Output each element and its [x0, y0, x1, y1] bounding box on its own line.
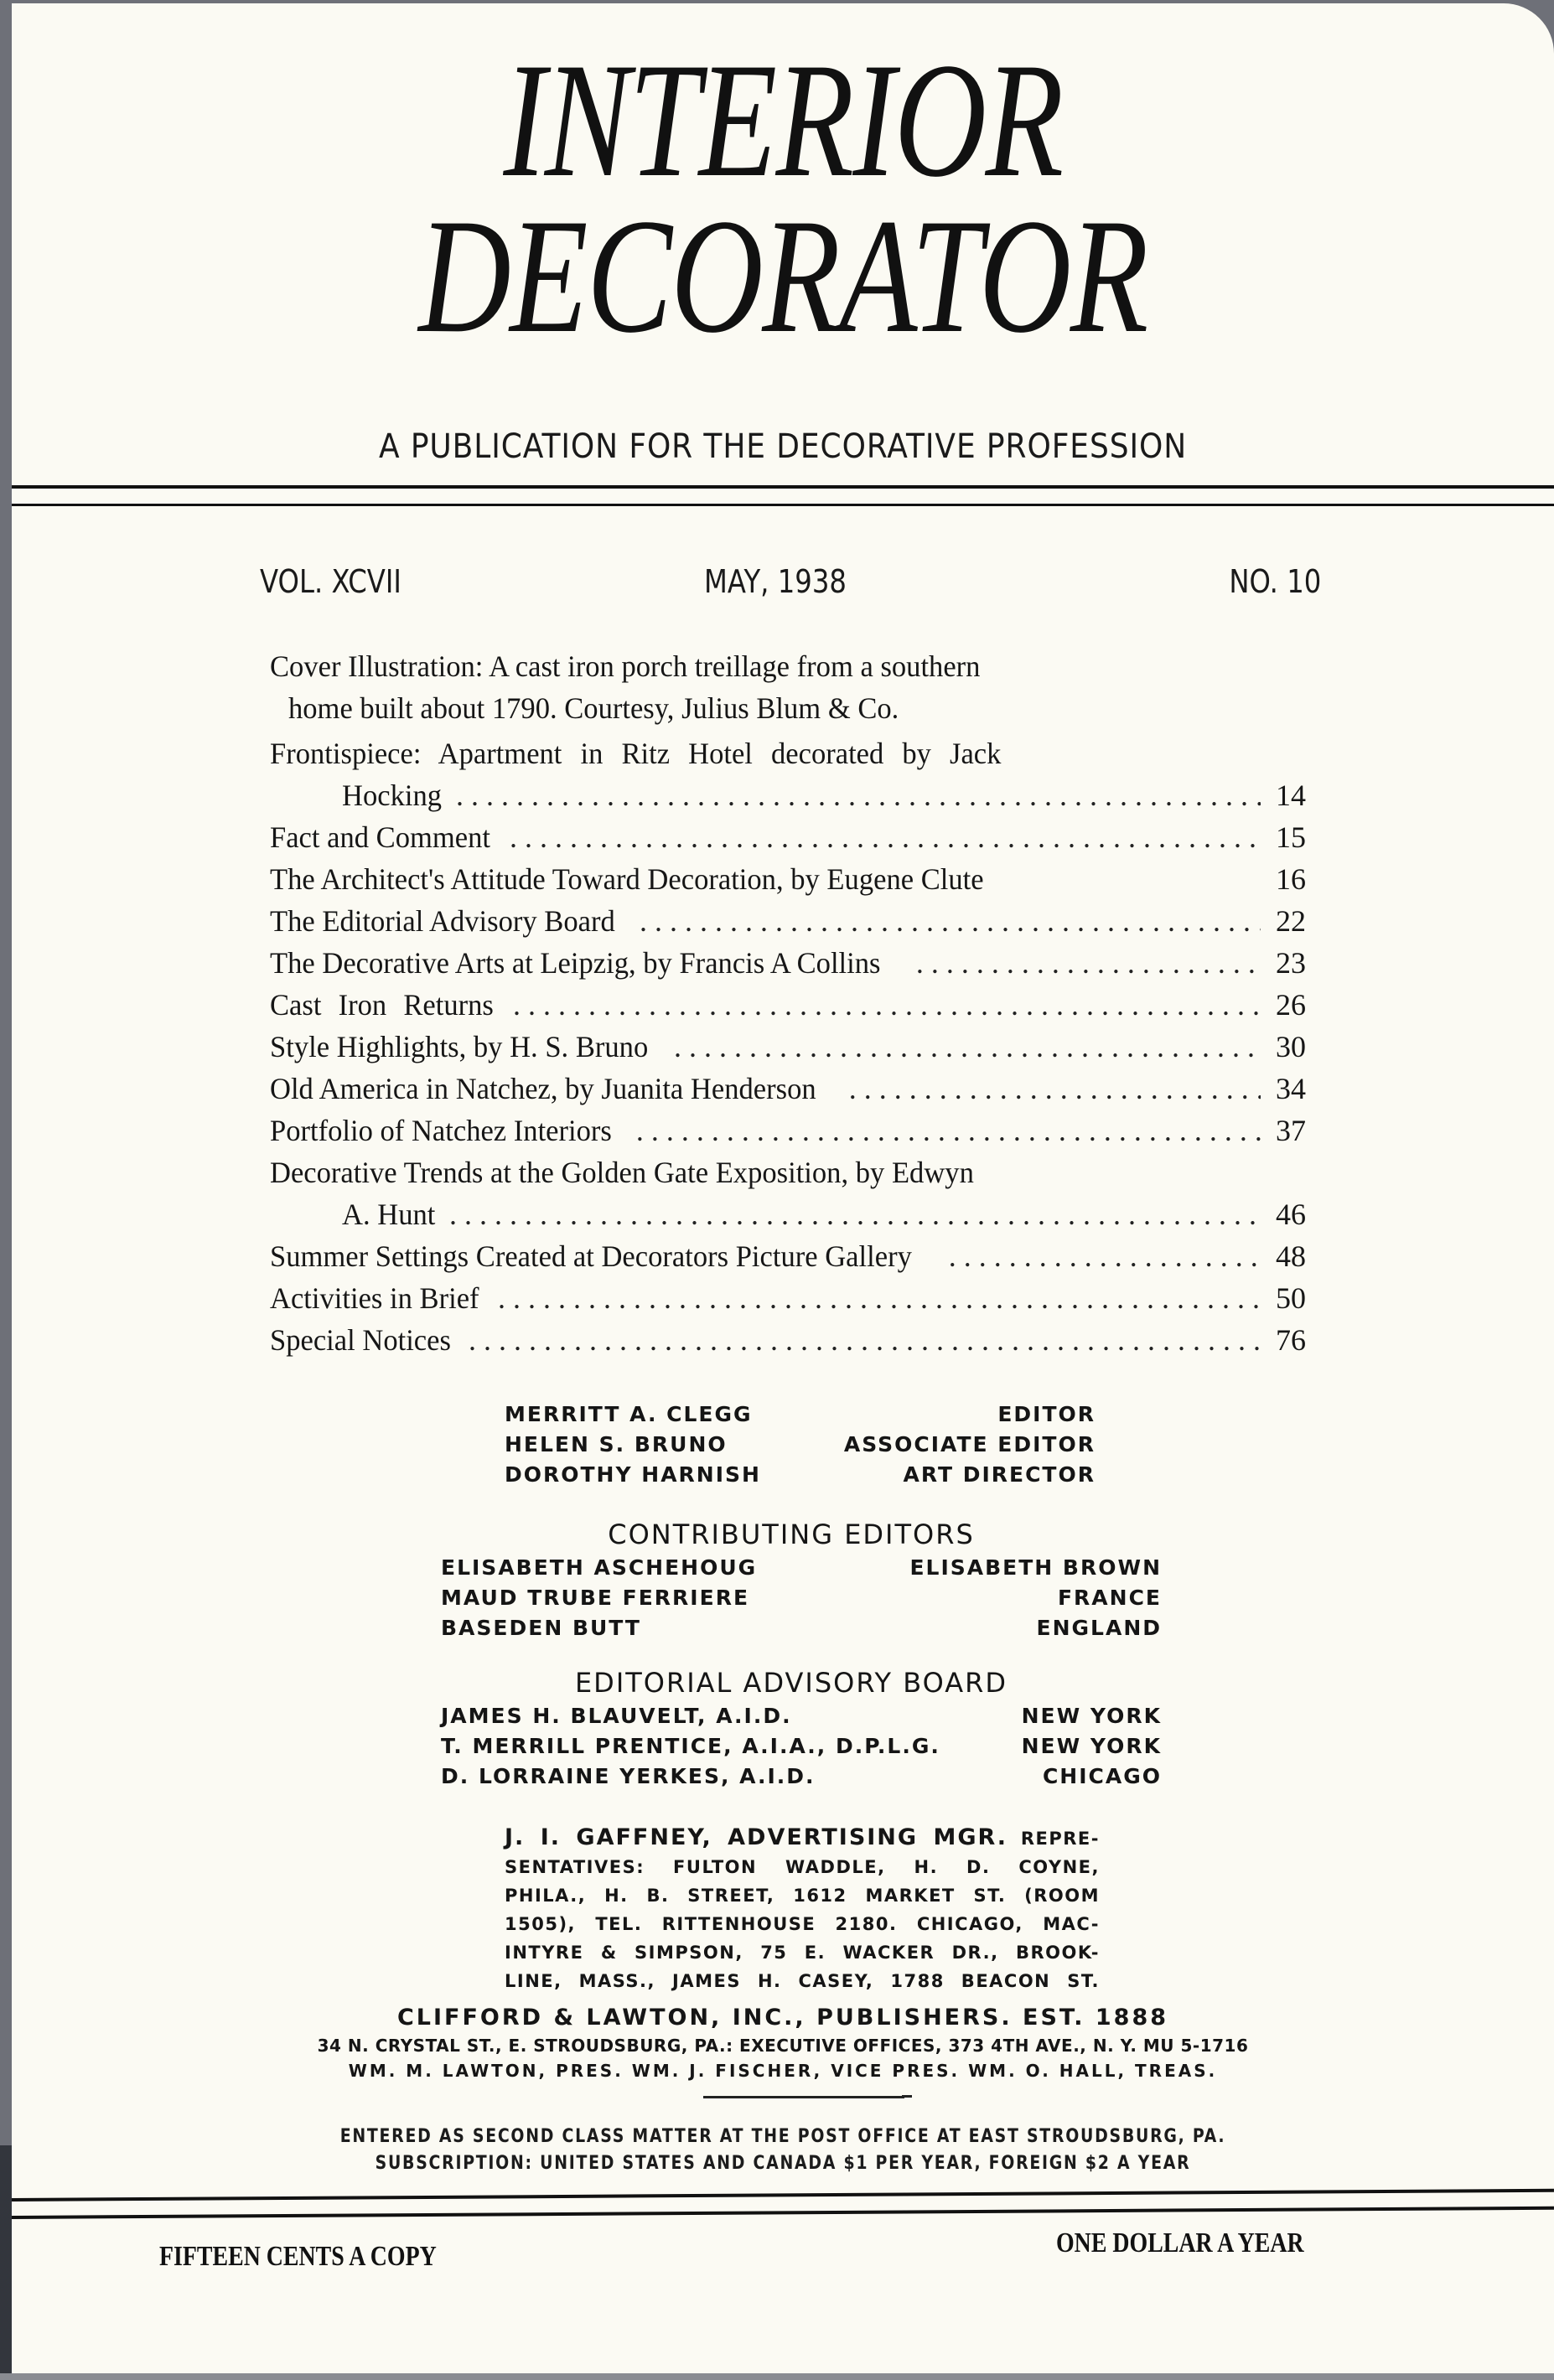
- contributor-row: [441, 1553, 1162, 1583]
- advertising-line: INTYRE & SIMPSON, 75 E. WACKER DR., BROOK-: [505, 1943, 1100, 1963]
- toc-item-text: A. Hunt: [342, 1198, 436, 1231]
- toc-item-text: Style Highlights, by H. S. Bruno: [270, 1030, 649, 1063]
- advisor-name: T. MERRILL PRENTICE, A.I.A., D.P.L.G.: [441, 1734, 940, 1758]
- toc-page-number: 76: [1276, 1323, 1306, 1357]
- editorial-advisory-board: [441, 1664, 1162, 1792]
- masthead-subtitle: A PUBLICATION FOR THE DECORATIVE PROFESSION: [378, 427, 1188, 466]
- advisory-board-heading: EDITORIAL ADVISORY BOARD: [574, 1667, 1008, 1699]
- footer-rule-top: [12, 2189, 1554, 2202]
- toc-page-number: 34: [1276, 1072, 1306, 1105]
- advisor-row: [441, 1731, 1162, 1762]
- dot-leader: [449, 1193, 1261, 1235]
- staff-row: [505, 1430, 1096, 1460]
- advertising-block: [505, 1824, 1100, 1995]
- toc-page-number: 23: [1276, 946, 1306, 980]
- toc-item[interactable]: [270, 1026, 1306, 1068]
- issue-number: NO. 10: [1229, 563, 1321, 600]
- contributor-row: [441, 1583, 1162, 1613]
- publisher-name: CLIFFORD & LAWTON, INC., PUBLISHERS. EST. 1888: [396, 2005, 1169, 2031]
- toc-item-text: Cast Iron Returns: [270, 988, 494, 1022]
- staff-row: [505, 1400, 1096, 1430]
- staff-row: [505, 1460, 1096, 1490]
- advertising-line: SENTATIVES: FULTON WADDLE, H. D. COYNE,: [505, 1857, 1100, 1877]
- toc-item-text: Summer Settings Created at Decorators Picture Gallery: [270, 1239, 912, 1273]
- toc-item-text: Frontispiece: Apartment in Ritz Hotel decorated by Jack: [270, 737, 1002, 770]
- publisher-officers: WM. M. LAWTON, PRES. WM. J. FISCHER, VICE PRES. WM. O. HALL, TREAS.: [348, 2061, 1218, 2081]
- publisher-divider-dash: [902, 2095, 912, 2098]
- advertising-text: REPRE-: [1020, 1829, 1100, 1849]
- toc-item-text: Portfolio of Natchez Interiors: [270, 1114, 612, 1147]
- issue-volume: VOL. XCVII: [260, 563, 401, 600]
- issue-info: [260, 563, 1321, 605]
- masthead-title-line1: INTERIOR: [503, 29, 1063, 211]
- dot-leader: [498, 1277, 1261, 1319]
- page-shadow: [0, 2373, 1554, 2380]
- issue-date: MAY, 1938: [704, 563, 847, 600]
- staff-role: ART DIRECTOR: [903, 1462, 1096, 1487]
- advisor-city: NEW YORK: [1021, 1704, 1162, 1728]
- masthead-rule-top: [12, 485, 1554, 489]
- dot-leader: [469, 1319, 1261, 1361]
- contributor-detail: FRANCE: [1057, 1586, 1162, 1610]
- dot-leader: [674, 1026, 1261, 1068]
- toc-item-text: Old America in Natchez, by Juanita Henderson: [270, 1072, 816, 1105]
- toc-item-text: The Decorative Arts at Leipzig, by Francis A Collins: [270, 946, 881, 980]
- toc-item[interactable]: [270, 900, 1306, 942]
- dot-leader: [636, 1110, 1261, 1151]
- dot-leader: [456, 774, 1261, 816]
- toc-item-text: Fact and Comment: [270, 820, 491, 854]
- contributor-detail: ELISABETH BROWN: [909, 1555, 1162, 1580]
- advertising-line: PHILA., H. B. STREET, 1612 MARKET ST. (ROOM: [505, 1886, 1100, 1906]
- dot-leader: [916, 942, 1261, 984]
- toc-item[interactable]: [270, 942, 1306, 984]
- staff-role: EDITOR: [997, 1402, 1096, 1426]
- toc-page-number: 15: [1276, 820, 1306, 854]
- postal-notice: [120, 2124, 1446, 2177]
- toc-item-text: The Editorial Advisory Board: [270, 904, 615, 938]
- magazine-page: [12, 3, 1554, 2373]
- publisher-address: 34 N. CRYSTAL ST., E. STROUDSBURG, PA.: EXECUTIVE OFFICES, 373 4TH AVE., N. Y. MU 5-1716: [317, 2036, 1249, 2056]
- staff-role: ASSOCIATE EDITOR: [843, 1432, 1096, 1456]
- toc-item[interactable]: [270, 858, 1306, 900]
- toc-page-number: 30: [1276, 1030, 1306, 1063]
- contributor-name: ELISABETH ASCHEHOUG: [441, 1555, 758, 1580]
- toc-item-text: Special Notices: [270, 1323, 451, 1357]
- annual-price: ONE DOLLAR A YEAR: [1056, 2227, 1304, 2258]
- toc-page-number: 26: [1276, 988, 1306, 1022]
- masthead-title-line2: DECORATOR: [418, 185, 1147, 367]
- staff-list: [505, 1400, 1096, 1490]
- toc-item-text: Decorative Trends at the Golden Gate Exposition, by Edwyn: [270, 1156, 974, 1189]
- toc-item[interactable]: [270, 732, 1306, 816]
- toc-item[interactable]: [270, 984, 1306, 1026]
- toc-page-number: 16: [1276, 862, 1306, 896]
- subscription-line: SUBSCRIPTION: UNITED STATES AND CANADA $1 PER YEAR, FOREIGN $2 A YEAR: [375, 2153, 1191, 2174]
- contributor-row: [441, 1613, 1162, 1643]
- toc-item[interactable]: [270, 1068, 1306, 1110]
- advisor-city: CHICAGO: [1042, 1764, 1162, 1788]
- footer-rule-bottom: [12, 2207, 1554, 2219]
- single-copy-price: FIFTEEN CENTS A COPY: [159, 2241, 437, 2272]
- publisher-block: [12, 2003, 1554, 2083]
- advertising-manager: J. I. GAFFNEY, ADVERTISING MGR.: [505, 1824, 1008, 1850]
- publisher-divider: [703, 2096, 904, 2098]
- toc-item[interactable]: [270, 1235, 1306, 1277]
- toc-item-text: Cover Illustration: A cast iron porch treillage from a southern: [270, 649, 981, 683]
- staff-name: MERRITT A. CLEGG: [505, 1402, 753, 1426]
- toc-item-text: Hocking: [342, 779, 443, 812]
- toc-page-number: 14: [1276, 779, 1306, 812]
- toc-item-text: home built about 1790. Courtesy, Julius Blum & Co.: [288, 691, 899, 725]
- contributing-editors: [441, 1516, 1162, 1643]
- masthead-rule-bottom: [12, 504, 1554, 506]
- advisor-name: D. LORRAINE YERKES, A.I.D.: [441, 1764, 816, 1788]
- toc-item-text: Activities in Brief: [270, 1281, 479, 1315]
- contributor-detail: ENGLAND: [1036, 1616, 1162, 1640]
- toc-item-text: The Architect's Attitude Toward Decoration, by Eugene Clute: [270, 862, 984, 896]
- dot-leader: [949, 1235, 1261, 1277]
- dot-leader: [849, 1068, 1261, 1110]
- toc-item[interactable]: [270, 1151, 1306, 1235]
- toc-item[interactable]: [270, 1277, 1306, 1319]
- contributor-name: MAUD TRUBE FERRIERE: [441, 1586, 750, 1610]
- advertising-line: LINE, MASS., JAMES H. CASEY, 1788 BEACON ST.: [505, 1971, 1100, 1991]
- dot-leader: [513, 984, 1261, 1026]
- toc-page-number: 50: [1276, 1281, 1306, 1315]
- advisor-city: NEW YORK: [1021, 1734, 1162, 1758]
- binding-edge: [0, 2145, 12, 2380]
- staff-name: HELEN S. BRUNO: [505, 1432, 728, 1456]
- contributing-editors-heading: CONTRIBUTING EDITORS: [608, 1519, 975, 1550]
- advertising-line: 1505), TEL. RITTENHOUSE 2180. CHICAGO, MAC-: [505, 1914, 1100, 1934]
- staff-name: DOROTHY HARNISH: [505, 1462, 761, 1487]
- toc-page-number: 37: [1276, 1114, 1306, 1147]
- dot-leader: [640, 900, 1261, 942]
- postal-entry-line: ENTERED AS SECOND CLASS MATTER AT THE POST OFFICE AT EAST STROUDSBURG, PA.: [339, 2126, 1226, 2147]
- advertising-line: [505, 1824, 1100, 1853]
- toc-item[interactable]: [270, 1319, 1306, 1361]
- toc-page-number: 22: [1276, 904, 1306, 938]
- toc-item[interactable]: [270, 645, 1306, 729]
- toc-item[interactable]: [270, 816, 1306, 858]
- advisor-row: [441, 1701, 1162, 1731]
- table-of-contents: [270, 645, 1306, 1361]
- advisor-row: [441, 1762, 1162, 1792]
- toc-item[interactable]: [270, 1110, 1306, 1151]
- contributor-name: BASEDEN BUTT: [441, 1616, 641, 1640]
- toc-page-number: 46: [1276, 1198, 1306, 1231]
- advisor-name: JAMES H. BLAUVELT, A.I.D.: [441, 1704, 792, 1728]
- dot-leader: [510, 816, 1261, 858]
- toc-page-number: 48: [1276, 1239, 1306, 1273]
